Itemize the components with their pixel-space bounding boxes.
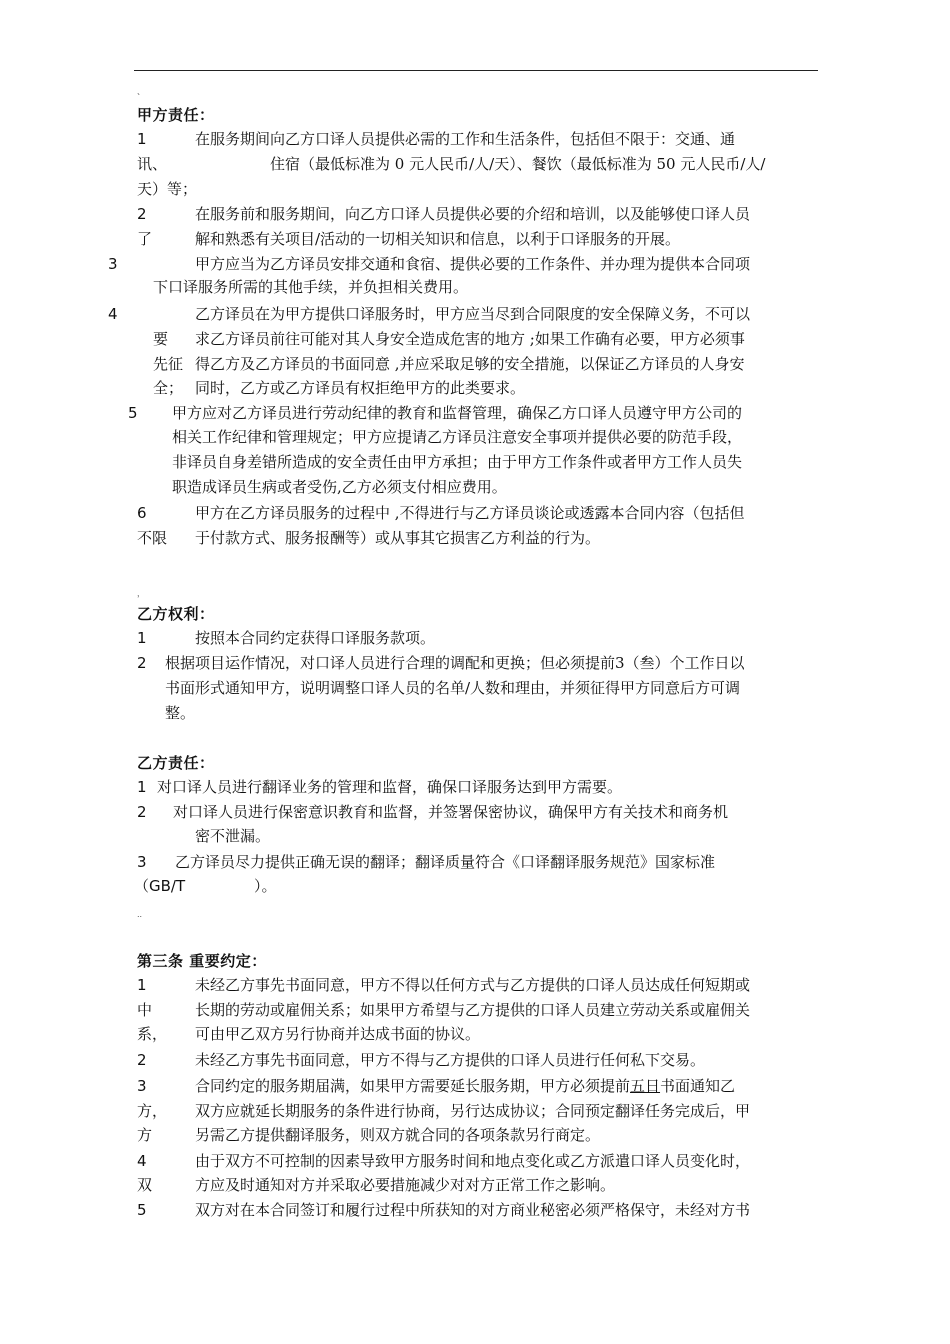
item-line: 方应及时通知对方并采取必要措施减少对对方正常工作之影响。 [195, 1176, 616, 1194]
item-line: 下口译服务所需的其他手续，并负担相关费用。 [153, 278, 469, 296]
item-number: 1 [137, 130, 147, 148]
item-number: 4 [137, 1152, 147, 1170]
item-line-underlined: 五日 [630, 1077, 661, 1095]
stray-mark: 、 [137, 87, 145, 96]
item-number: 1 [137, 778, 147, 796]
item-number: 6 [137, 504, 147, 522]
item-line: 双方应就延长期服务的条件进行协商，另行达成协议；合同预定翻译任务完成后，甲 [195, 1102, 751, 1120]
item-lead: 了 [137, 230, 153, 248]
item-lead: 要 [153, 330, 169, 348]
item-line: 甲方在乙方译员服务的过程中 ,不得进行与乙方译员谈论或透露本合同内容（包括但 [195, 504, 745, 522]
section-title-party-b-rights: 乙方权利： [137, 605, 215, 623]
item-line: （GB/T [134, 877, 186, 895]
item-line: 整。 [165, 704, 196, 722]
item-line: 未经乙方事先书面同意，甲方不得以任何方式与乙方提供的口译人员达成任何短期或 [195, 976, 751, 994]
item-number: 1 [137, 629, 147, 647]
item-line: 按照本合同约定获得口译服务款项。 [195, 629, 436, 647]
item-number: 4 [108, 305, 118, 323]
item-number: 2 [137, 654, 147, 672]
item-number: 2 [137, 803, 147, 821]
item-line: 双方对在本合同签订和履行过程中所获知的对方商业秘密必须严格保守，未经对方书 [195, 1201, 751, 1219]
item-line: ）。 [254, 877, 277, 895]
item-line-part: 书面通知乙 [660, 1077, 736, 1095]
item-line: 长期的劳动或雇佣关系；如果甲方希望与乙方提供的口译人员建立劳动关系或雇佣关 [195, 1001, 751, 1019]
item-line: 非译员自身差错所造成的安全责任由甲方承担；由于甲方工作条件或者甲方工作人员失 [172, 453, 743, 471]
item-number: 3 [108, 255, 118, 273]
item-line: 在服务前和服务期间，向乙方口译人员提供必要的介绍和培训，以及能够使口译人员 [195, 205, 751, 223]
item-line: 由于双方不可控制的因素导致甲方服务时间和地点变化或乙方派遣口译人员变化时， [195, 1152, 751, 1170]
item-line: 对口译人员进行保密意识教育和监督，并签署保密协议，确保甲方有关技术和商务机 [173, 803, 729, 821]
section-title-article-3: 第三条 重要约定： [137, 952, 267, 970]
item-lead: 中 [137, 1001, 153, 1019]
item-number: 2 [137, 205, 147, 223]
item-line: 同时，乙方或乙方译员有权拒绝甲方的此类要求。 [195, 379, 526, 397]
item-line: 密不泄漏。 [195, 827, 271, 845]
item-line: 未经乙方事先书面同意，甲方不得与乙方提供的口译人员进行任何私下交易。 [195, 1051, 706, 1069]
item-line: 甲方应当为乙方译员安排交通和食宿、提供必要的工作条件、并办理为提供本合同项 [195, 255, 751, 273]
item-line: 甲方应对乙方译员进行劳动纪律的教育和监督管理，确保乙方口译人员遵守甲方公司的 [172, 404, 743, 422]
item-line: 得乙方及乙方译员的书面同意 ,并应采取足够的安全措施，以保证乙方译员的人身安 [195, 355, 745, 373]
item-number: 5 [128, 404, 138, 422]
item-line: 书面形式通知甲方，说明调整口译人员的名单/人数和理由，并须征得甲方同意后方可调 [165, 679, 741, 697]
item-lead: 方 [137, 1126, 153, 1144]
item-number: 2 [137, 1051, 147, 1069]
section-title-party-b-duty: 乙方责任： [137, 754, 215, 772]
item-line: 根据项目运作情况，对口译人员进行合理的调配和更换；但必须提前3（叁）个工作日以 [165, 654, 745, 672]
header-rule [134, 70, 818, 71]
item-line: 另需乙方提供翻译服务，则双方就合同的各项条款另行商定。 [195, 1126, 601, 1144]
item-line-part: 合同约定的服务期届满，如果甲方需要延长服务期，甲方必须提前 [195, 1077, 631, 1095]
item-lead: 天）等； [137, 180, 198, 198]
item-lead: 方， [137, 1102, 168, 1120]
item-lead: 先征 [153, 355, 184, 373]
section-title-party-a-duty: 甲方责任： [137, 106, 215, 124]
item-line: 可由甲乙双方另行协商并达成书面的协议。 [195, 1025, 481, 1043]
item-lead: 讯、 [137, 155, 168, 173]
item-line [195, 1076, 735, 1096]
item-line: 求乙方译员前往可能对其人身安全造成危害的地方 ;如果工作确有必要，甲方必须事 [195, 330, 745, 348]
item-line: 乙方译员尽力提供正确无误的翻译；翻译质量符合《口译翻译服务规范》国家标准 [175, 853, 716, 871]
stray-mark: ， [137, 589, 145, 598]
item-line: 解和熟悉有关项目/活动的一切相关知识和信息，以利于口译服务的开展。 [195, 230, 681, 248]
item-number: 5 [137, 1201, 147, 1219]
item-lead: 双 [137, 1176, 153, 1194]
item-line: 乙方译员在为甲方提供口译服务时，甲方应当尽到合同限度的安全保障义务，不可以 [195, 305, 751, 323]
item-number: 3 [137, 1077, 147, 1095]
item-lead: 全； [153, 379, 184, 397]
item-number: 3 [137, 853, 147, 871]
item-line: 相关工作纪律和管理规定；甲方应提请乙方译员注意安全事项并提供必要的防范手段， [172, 428, 743, 446]
item-line: 住宿（最低标准为 0 元人民币/人/天）、餐饮（最低标准为 50 元人民币/人/ [270, 155, 766, 173]
item-lead: 不限 [137, 529, 168, 547]
stray-mark: .. [137, 910, 143, 919]
item-line: 于付款方式、服务报酬等）或从事其它损害乙方利益的行为。 [195, 529, 601, 547]
item-number: 1 [137, 976, 147, 994]
item-line: 职造成译员生病或者受伤,乙方必须支付相应费用。 [172, 478, 507, 496]
item-line: 在服务期间向乙方口译人员提供必需的工作和生活条件，包括但不限于：交通、通 [195, 130, 736, 148]
item-line: 对口译人员进行翻译业务的管理和监督，确保口译服务达到甲方需要。 [157, 778, 623, 796]
item-lead: 系， [137, 1025, 168, 1043]
